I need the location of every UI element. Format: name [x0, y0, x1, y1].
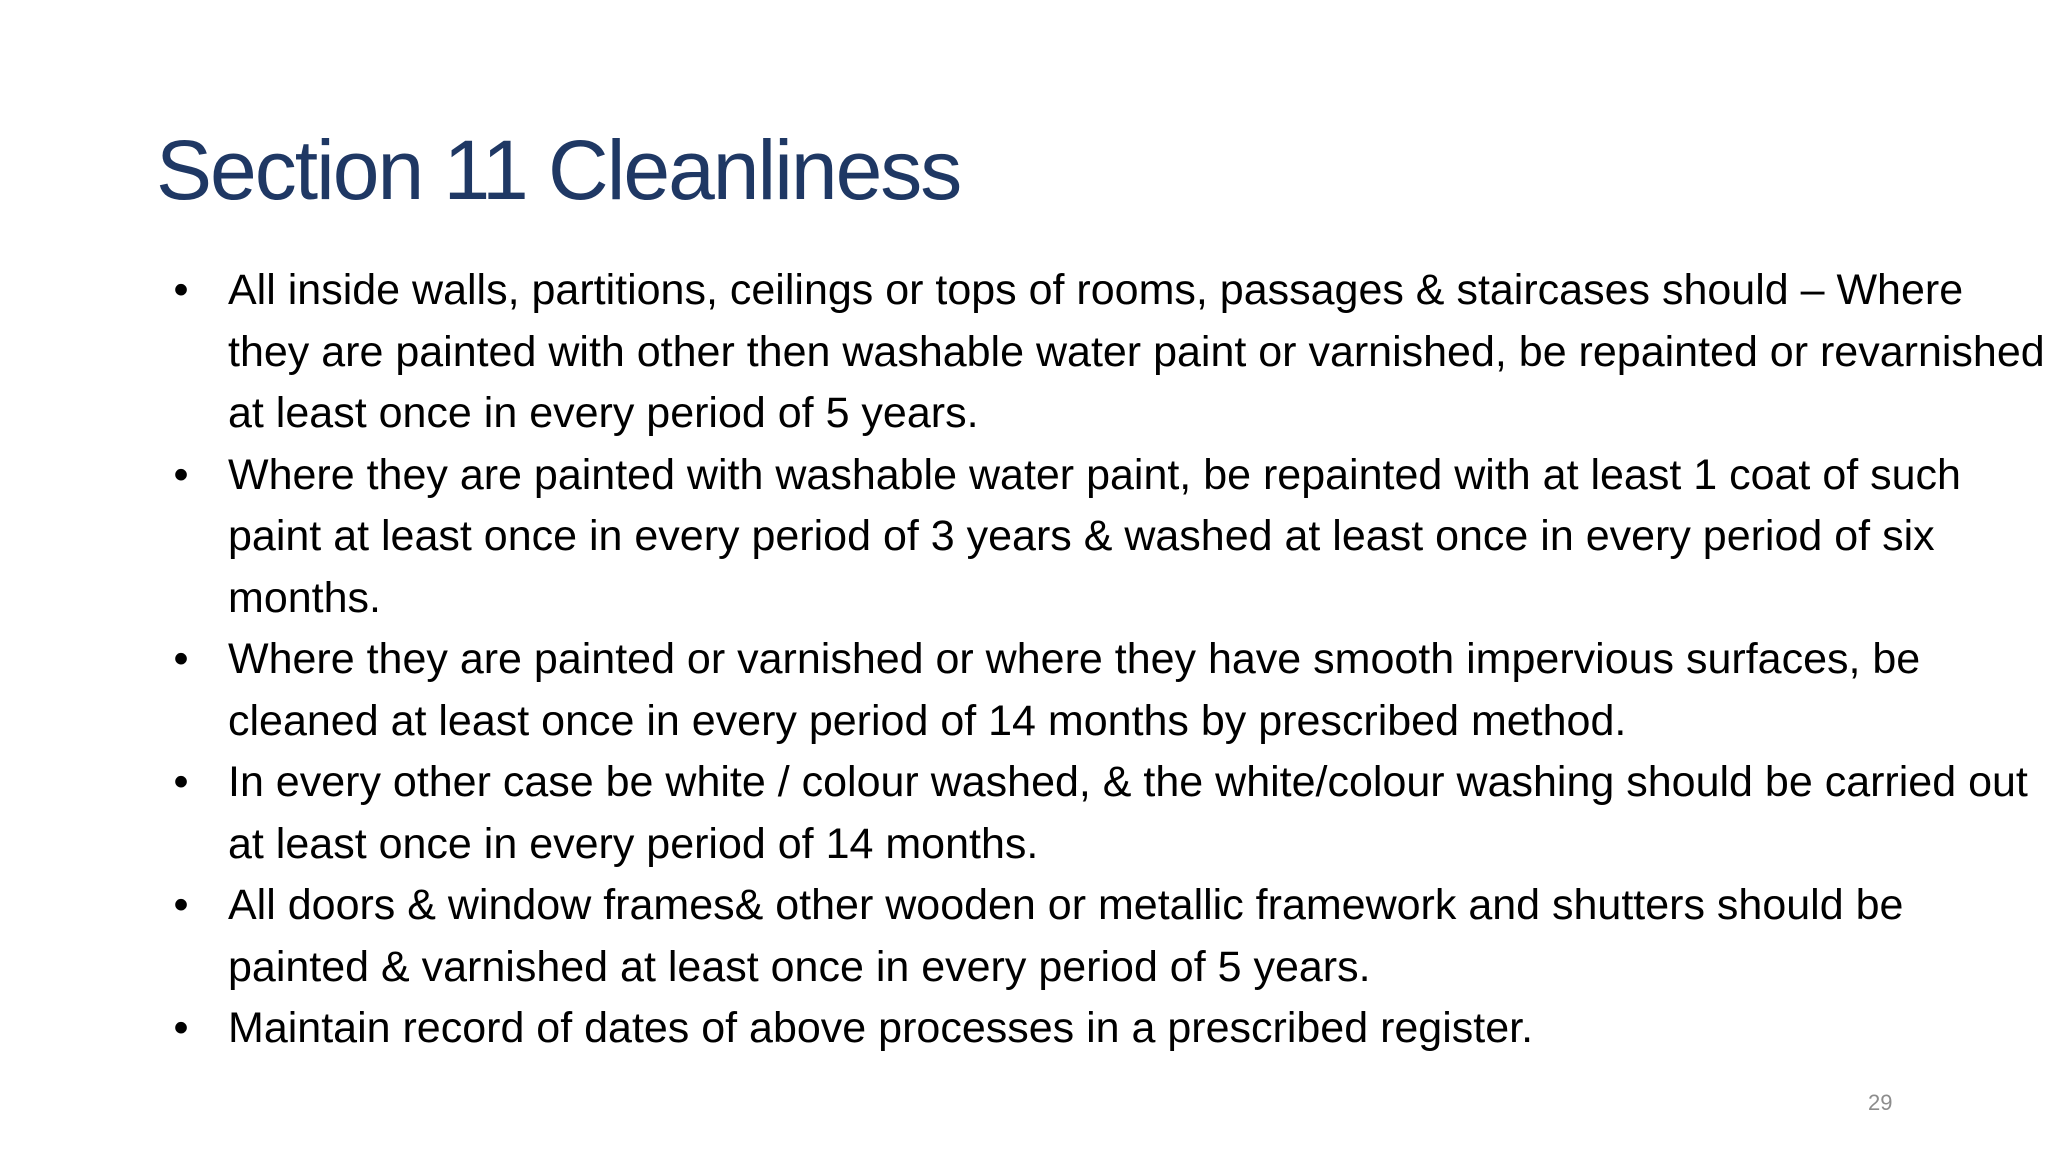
bullet-dot-icon: •: [173, 635, 189, 683]
bullet-list: [166, 260, 2046, 1060]
bullet-text: All doors & window frames& other wooden or metallic framework and shutters should be painted & varnished at least once in every period of 5 years.: [228, 881, 1904, 991]
bullet-text: Maintain record of dates of above processes in a prescribed register.: [228, 1004, 1534, 1052]
bullet-dot-icon: •: [173, 1004, 189, 1052]
list-item: [166, 875, 2046, 998]
bullet-text: Where they are painted with washable water paint, be repainted with at least 1 coat of such paint at least once in every period of 3 years & washed at least once in every period of six months.: [228, 450, 1961, 622]
list-item: [166, 752, 2046, 875]
page-number: 29: [1868, 1090, 1893, 1115]
bullet-text: All inside walls, partitions, ceilings or tops of rooms, passages & staircases should – Where they are painted with other then washable water paint or varnished, be repainted or revarnished at least once in every period of 5 years.: [228, 266, 2045, 437]
list-item: [166, 998, 2046, 1060]
bullet-dot-icon: •: [173, 881, 189, 929]
bullet-text: Where they are painted or varnished or where they have smooth impervious surfaces, be cleaned at least once in every period of 14 months by prescribed method.: [228, 635, 1921, 745]
list-item: [166, 629, 2046, 752]
bullet-dot-icon: •: [173, 450, 189, 499]
bullet-dot-icon: •: [173, 266, 189, 314]
bullet-text: In every other case be white / colour washed, & the white/colour washing should be carried out at least once in every period of 14 months.: [228, 758, 2028, 868]
list-item: [166, 260, 2046, 445]
slide-title: Section 11 Cleanliness: [156, 123, 961, 217]
list-item: [166, 445, 2046, 630]
bullet-dot-icon: •: [173, 758, 189, 806]
